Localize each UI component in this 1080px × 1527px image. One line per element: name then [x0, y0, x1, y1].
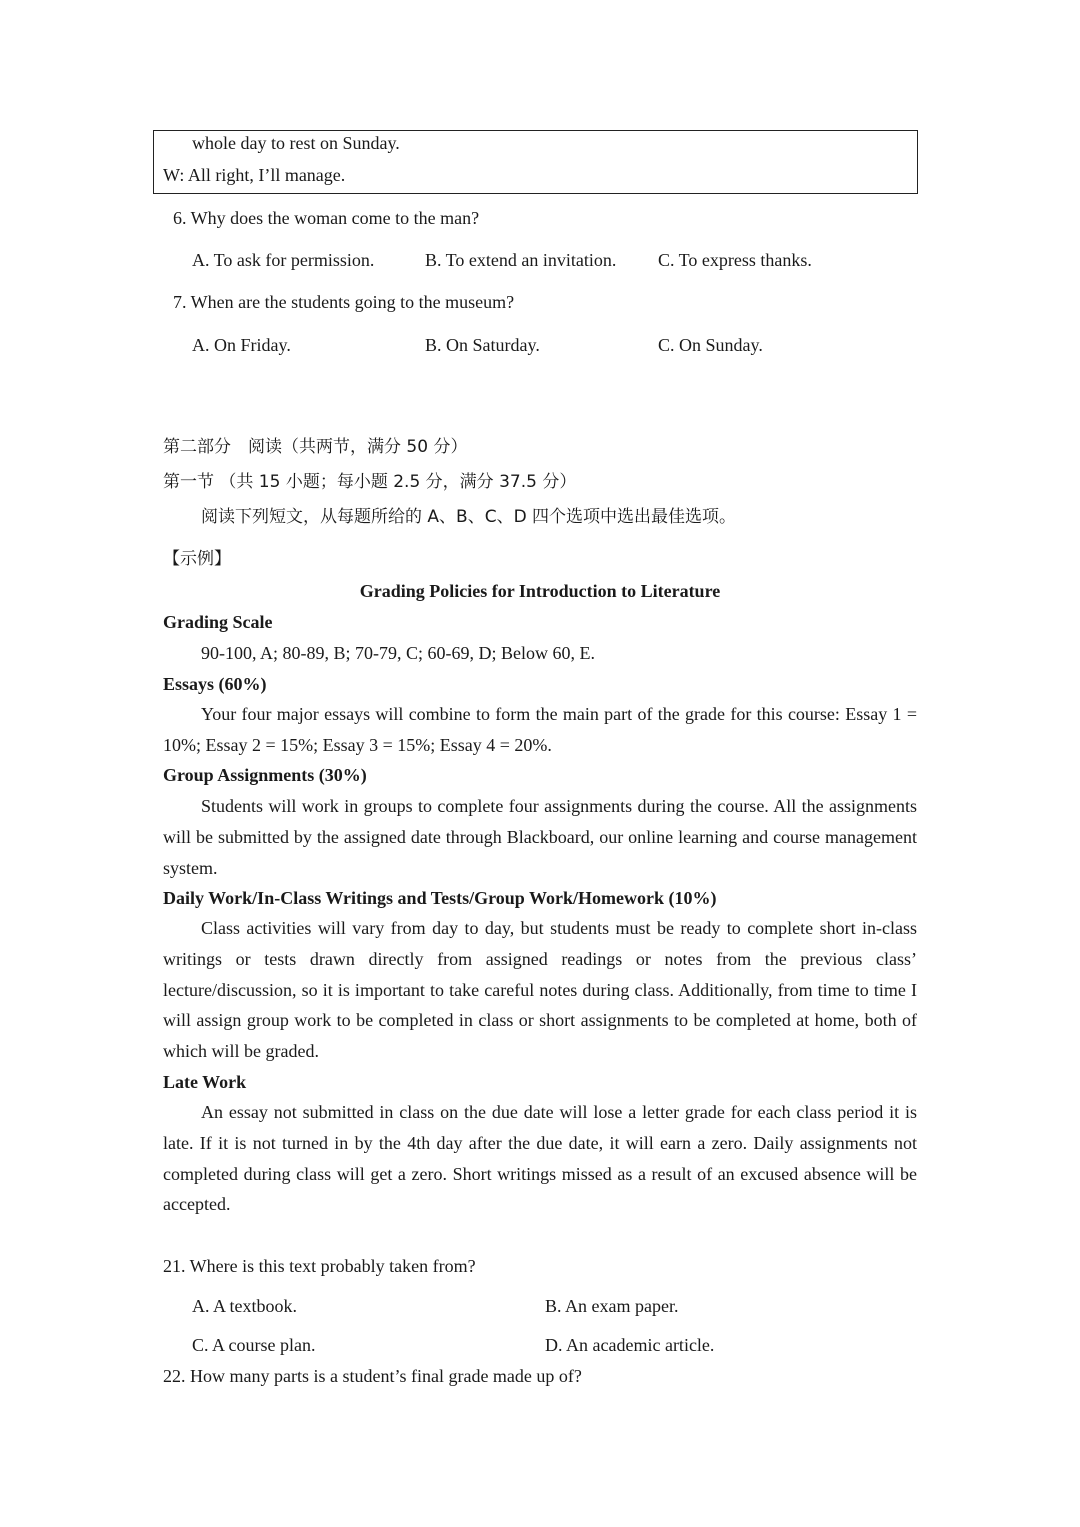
section-heading: Late Work: [163, 1072, 247, 1092]
section-heading: Daily Work/In-Class Writings and Tests/Group Work/Homework (10%): [163, 888, 717, 908]
question-6: 6. Why does the woman come to the man?: [173, 208, 480, 228]
option-21b: B. An exam paper.: [545, 1296, 679, 1316]
option-6a: A. To ask for permission.: [192, 250, 375, 270]
section-body: An essay not submitted in class on the due date will lose a letter grade for each class period it is late. If it is not turned in by the 4th day after the due date, it will earn a zero. Daily assignments not completed during class will get a zero. Short writings missed as a result of an excused absence will be accepted.: [163, 1102, 917, 1215]
instruction: 阅读下列短文，从每题所给的 A、B、C、D 四个选项中选出最佳选项。: [201, 507, 737, 527]
part-title: 第二部分 阅读（共两节，满分 50 分）: [163, 437, 468, 457]
section-heading: Group Assignments (30%): [163, 765, 367, 785]
question-7: 7. When are the students going to the museum?: [173, 292, 515, 312]
option-6b: B. To extend an invitation.: [425, 250, 617, 270]
section-body: Your four major essays will combine to form the main part of the grade for this course: Essay 1 = 10%; Essay 2 = 15%; Essay 3 = 15%; Essay 4 = 20%.: [163, 704, 917, 755]
section-body: Students will work in groups to complete four assignments during the course. All the assignments will be submitted by the assigned date through Blackboard, our online learning and course management system.: [163, 796, 917, 878]
subsection-title: 第一节 （共 15 小题；每小题 2.5 分，满分 37.5 分）: [163, 472, 577, 492]
example-label: 【示例】: [163, 549, 231, 569]
option-21c: C. A course plan.: [192, 1335, 316, 1355]
question-21: 21. Where is this text probably taken from?: [163, 1256, 476, 1276]
question-22: 22. How many parts is a student’s final grade made up of?: [163, 1366, 582, 1386]
dialogue-line: W: All right, I’ll manage.: [163, 165, 346, 185]
option-21d: D. An academic article.: [545, 1335, 715, 1355]
option-7b: B. On Saturday.: [425, 335, 540, 355]
option-7c: C. On Sunday.: [658, 335, 763, 355]
dialogue-line: whole day to rest on Sunday.: [192, 133, 400, 153]
option-21a: A. A textbook.: [192, 1296, 298, 1316]
option-7a: A. On Friday.: [192, 335, 291, 355]
option-6c: C. To express thanks.: [658, 250, 812, 270]
section-body: Class activities will vary from day to day, but students must be ready to complete short in-class writings or tests drawn directly from assigned readings or notes from the previous class’ lecture/discussion, so it is important to take careful notes during class. Additionally, from time to time I will assign group work to be completed in class or short assignments to be completed at home, both of which will be graded.: [163, 918, 917, 1062]
section-body: 90-100, A; 80-89, B; 70-79, C; 60-69, D; Below 60, E.: [201, 643, 595, 663]
section-heading: Essays (60%): [163, 674, 267, 694]
section-heading: Grading Scale: [163, 612, 273, 632]
article-title: Grading Policies for Introduction to Literature: [359, 581, 721, 601]
